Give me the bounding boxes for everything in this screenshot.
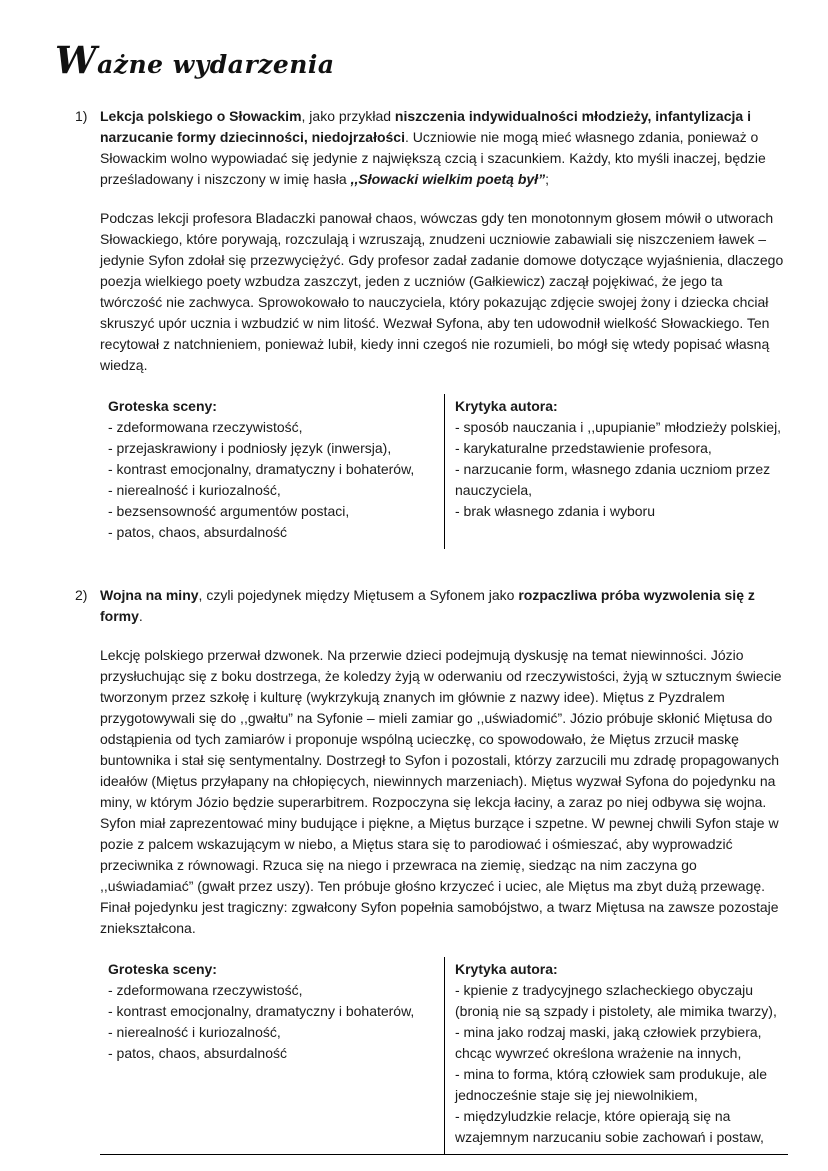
- item-1-analysis-table: [100, 394, 788, 549]
- item-1-heading: [100, 106, 788, 190]
- item-2-krytyka-title: Krytyka autora:: [455, 961, 558, 977]
- item-2-heading-text-1: , czyli pojedynek między Miętusem a Syfonem jako: [198, 587, 519, 603]
- item-1-krytyka-lines: [455, 417, 786, 522]
- item-1-heading-text-1: , jako przykład: [301, 108, 395, 124]
- item-1-heading-bold-2: niszczenia indywidualności młodzieży, infantylizacja i narzucanie formy dziecinności, niedojrzałości: [100, 108, 751, 145]
- item-1-body: [100, 106, 788, 549]
- item-1-groteska-cell: [100, 394, 445, 549]
- item-2-analysis-table: [100, 957, 788, 1155]
- groteska-line: - nierealność i kuriozalność,: [108, 482, 281, 498]
- groteska-line: - przejaskrawiony i podniosły język (inwersja),: [108, 440, 392, 456]
- item-1-groteska-lines: [108, 417, 434, 543]
- krytyka-line: - mina to forma, którą człowiek sam produkuje, ale jednocześnie staje się jej niewolnikiem,: [455, 1066, 768, 1103]
- item-1-paragraph: Podczas lekcji profesora Bladaczki panował chaos, wówczas gdy ten monotonnym głosem mówił o utworach Słowackiego, które porywają, rozczulają i wzruszają, znudzeni uczniowie zabawiali się niszczeniem ławek – jedynie Syfon zdołał się przezwyciężyć. Gdy profesor zadał zadanie domowe dotyczące wyjaśnienia, dlaczego poezja wielkiego poety wzbudza zaszczyt, jeden z uczniów (Gałkiewicz) zaczął pojękiwać, że jego ta twórczość nie zachwyca. Sprowokowało to nauczyciela, który pokazując zdjęcie swojej żony i dziecka chciał skruszyć upór ucznia i wzbudzić w nim litość. Wezwał Syfona, aby ten udowodnił wielkość Słowackiego. Ten recytował z natchnieniem, ponieważ lubił, kiedy inni czegoś nie rozumieli, bo mógł się wtedy popisać własną wiedzą.: [100, 210, 784, 373]
- item-1-krytyka-cell: [445, 394, 788, 549]
- item-1-krytyka-title: Krytyka autora:: [455, 398, 558, 414]
- item-2-krytyka-cell: [445, 957, 788, 1154]
- krytyka-line: - brak własnego zdania i wyboru: [455, 503, 655, 519]
- item-1-heading-quote: ,,Słowacki wielkim poetą był”: [350, 171, 546, 187]
- item-1-groteska-title: Groteska sceny:: [108, 398, 217, 414]
- groteska-line: - zdeformowana rzeczywistość,: [108, 982, 303, 998]
- groteska-line: - zdeformowana rzeczywistość,: [108, 419, 303, 435]
- item-2-heading-bold-1: Wojna na miny: [100, 587, 199, 603]
- item-2-heading-bold-2: rozpaczliwa próba wyzwolenia się z formy: [100, 587, 755, 624]
- item-2-krytyka-lines: [455, 980, 786, 1148]
- item-2-heading-text-2: .: [138, 608, 143, 624]
- krytyka-line: - międzyludzkie relacje, które opierają się na wzajemnym narzucaniu sobie zachowań i postaw,: [455, 1108, 764, 1145]
- krytyka-line: - mina jako rodzaj maski, jaką człowiek przybiera, chcąc wywrzeć określona wrażenie na innych,: [455, 1024, 762, 1061]
- event-item-2: [75, 585, 788, 1155]
- item-2-number: 2): [75, 587, 88, 603]
- item-1-heading-bold-1: Lekcja polskiego o Słowackim: [100, 108, 302, 124]
- item-1-heading-text-3: ;: [545, 171, 549, 187]
- event-item-1: [75, 106, 788, 549]
- item-2-groteska-lines: [108, 980, 434, 1064]
- item-2-body: [100, 585, 788, 1155]
- item-2-groteska-title: Groteska sceny:: [108, 961, 217, 977]
- krytyka-line: - sposób nauczania i ,,upupianie” młodzieży polskiej,: [455, 419, 782, 435]
- item-1-number: 1): [75, 108, 88, 124]
- groteska-line: - bezsensowność argumentów postaci,: [108, 503, 350, 519]
- groteska-line: - kontrast emocjonalny, dramatyczny i bohaterów,: [108, 1003, 415, 1019]
- krytyka-line: - kpienie z tradycyjnego szlacheckiego obyczaju (bronią nie są szpady i pistolety, ale mimika twarzy),: [455, 982, 777, 1019]
- item-2-groteska-cell: [100, 957, 445, 1154]
- krytyka-line: - karykaturalne przedstawienie profesora,: [455, 440, 712, 456]
- groteska-line: - patos, chaos, absurdalność: [108, 524, 287, 540]
- item-2-paragraph: Lekcję polskiego przerwał dzwonek. Na przerwie dzieci podejmują dyskusję na temat niewinności. Józio przysłuchując się z boku dostrzega, że koledzy żyją w oderwaniu od rzeczywistości, żyją w sztucznym świecie tworzonym przez szkołę i kulturę (wykrzykują znanych im głównie z nazwy idee). Miętus z Pyzdralem przygotowywali się do ,,gwałtu” na Syfonie – mieli zamiar go ,,uświadomić”. Józio próbuje skłonić Miętusa do odstąpienia od tych zamiarów i proponuje wspólną ucieczkę, co spowodowało, że Miętus zrzucił maskę buntownika i stał się sentymentalny. Dostrzegł to Syfon i pozostali, którzy zarzucili mu zdradę propagowanych ideałów (Miętus przyłapany na chłopięcych, niewinnych marzeniach). Miętus wyzwał Syfona do pojedynku na miny, w którym Józio będzie superarbitrem. Rozpoczyna się lekcja łaciny, a zaraz po niej odbywa się wojna. Syfon miał zaprezentować miny budujące i piękne, a Miętus burzące i szpetne. W pewnej chwili Syfon staje w pozie z palcem wskazującym w niebo, a Miętus stara się to parodiować i ośmieszać, aby wyprowadzić przeciwnika z równowagi. Rzuca się na niego i przewraca na ziemię, siedząc na nim zaczyna go ,,uświadamiać” (gwałt przez uszy). Ten próbuje głośno krzyczeć i uciec, ale Miętus ma zbyt dużą przewagę. Finał pojedynku jest tragiczny: zgwałcony Syfon popełnia samobójstwo, a twarz Miętusa na zawsze pozostaje zniekształcona.: [100, 647, 782, 936]
- item-2-heading: [100, 585, 788, 627]
- krytyka-line: - narzucanie form, własnego zdania uczniom przez nauczyciela,: [455, 461, 771, 498]
- groteska-line: - nierealność i kuriozalność,: [108, 1024, 281, 1040]
- page-title: Ważne wydarzenia: [55, 38, 335, 82]
- item-1-heading-text-2: . Uczniowie nie mogą mieć własnego zdania, ponieważ o Słowackim wolno wypowiadać się jedynie z największą czcią i szacunkiem. Każdy, kto myśli inaczej, będzie prześladowany i niszczony w imię hasła: [100, 129, 766, 187]
- groteska-line: - kontrast emocjonalny, dramatyczny i bohaterów,: [108, 461, 415, 477]
- groteska-line: - patos, chaos, absurdalność: [108, 1045, 287, 1061]
